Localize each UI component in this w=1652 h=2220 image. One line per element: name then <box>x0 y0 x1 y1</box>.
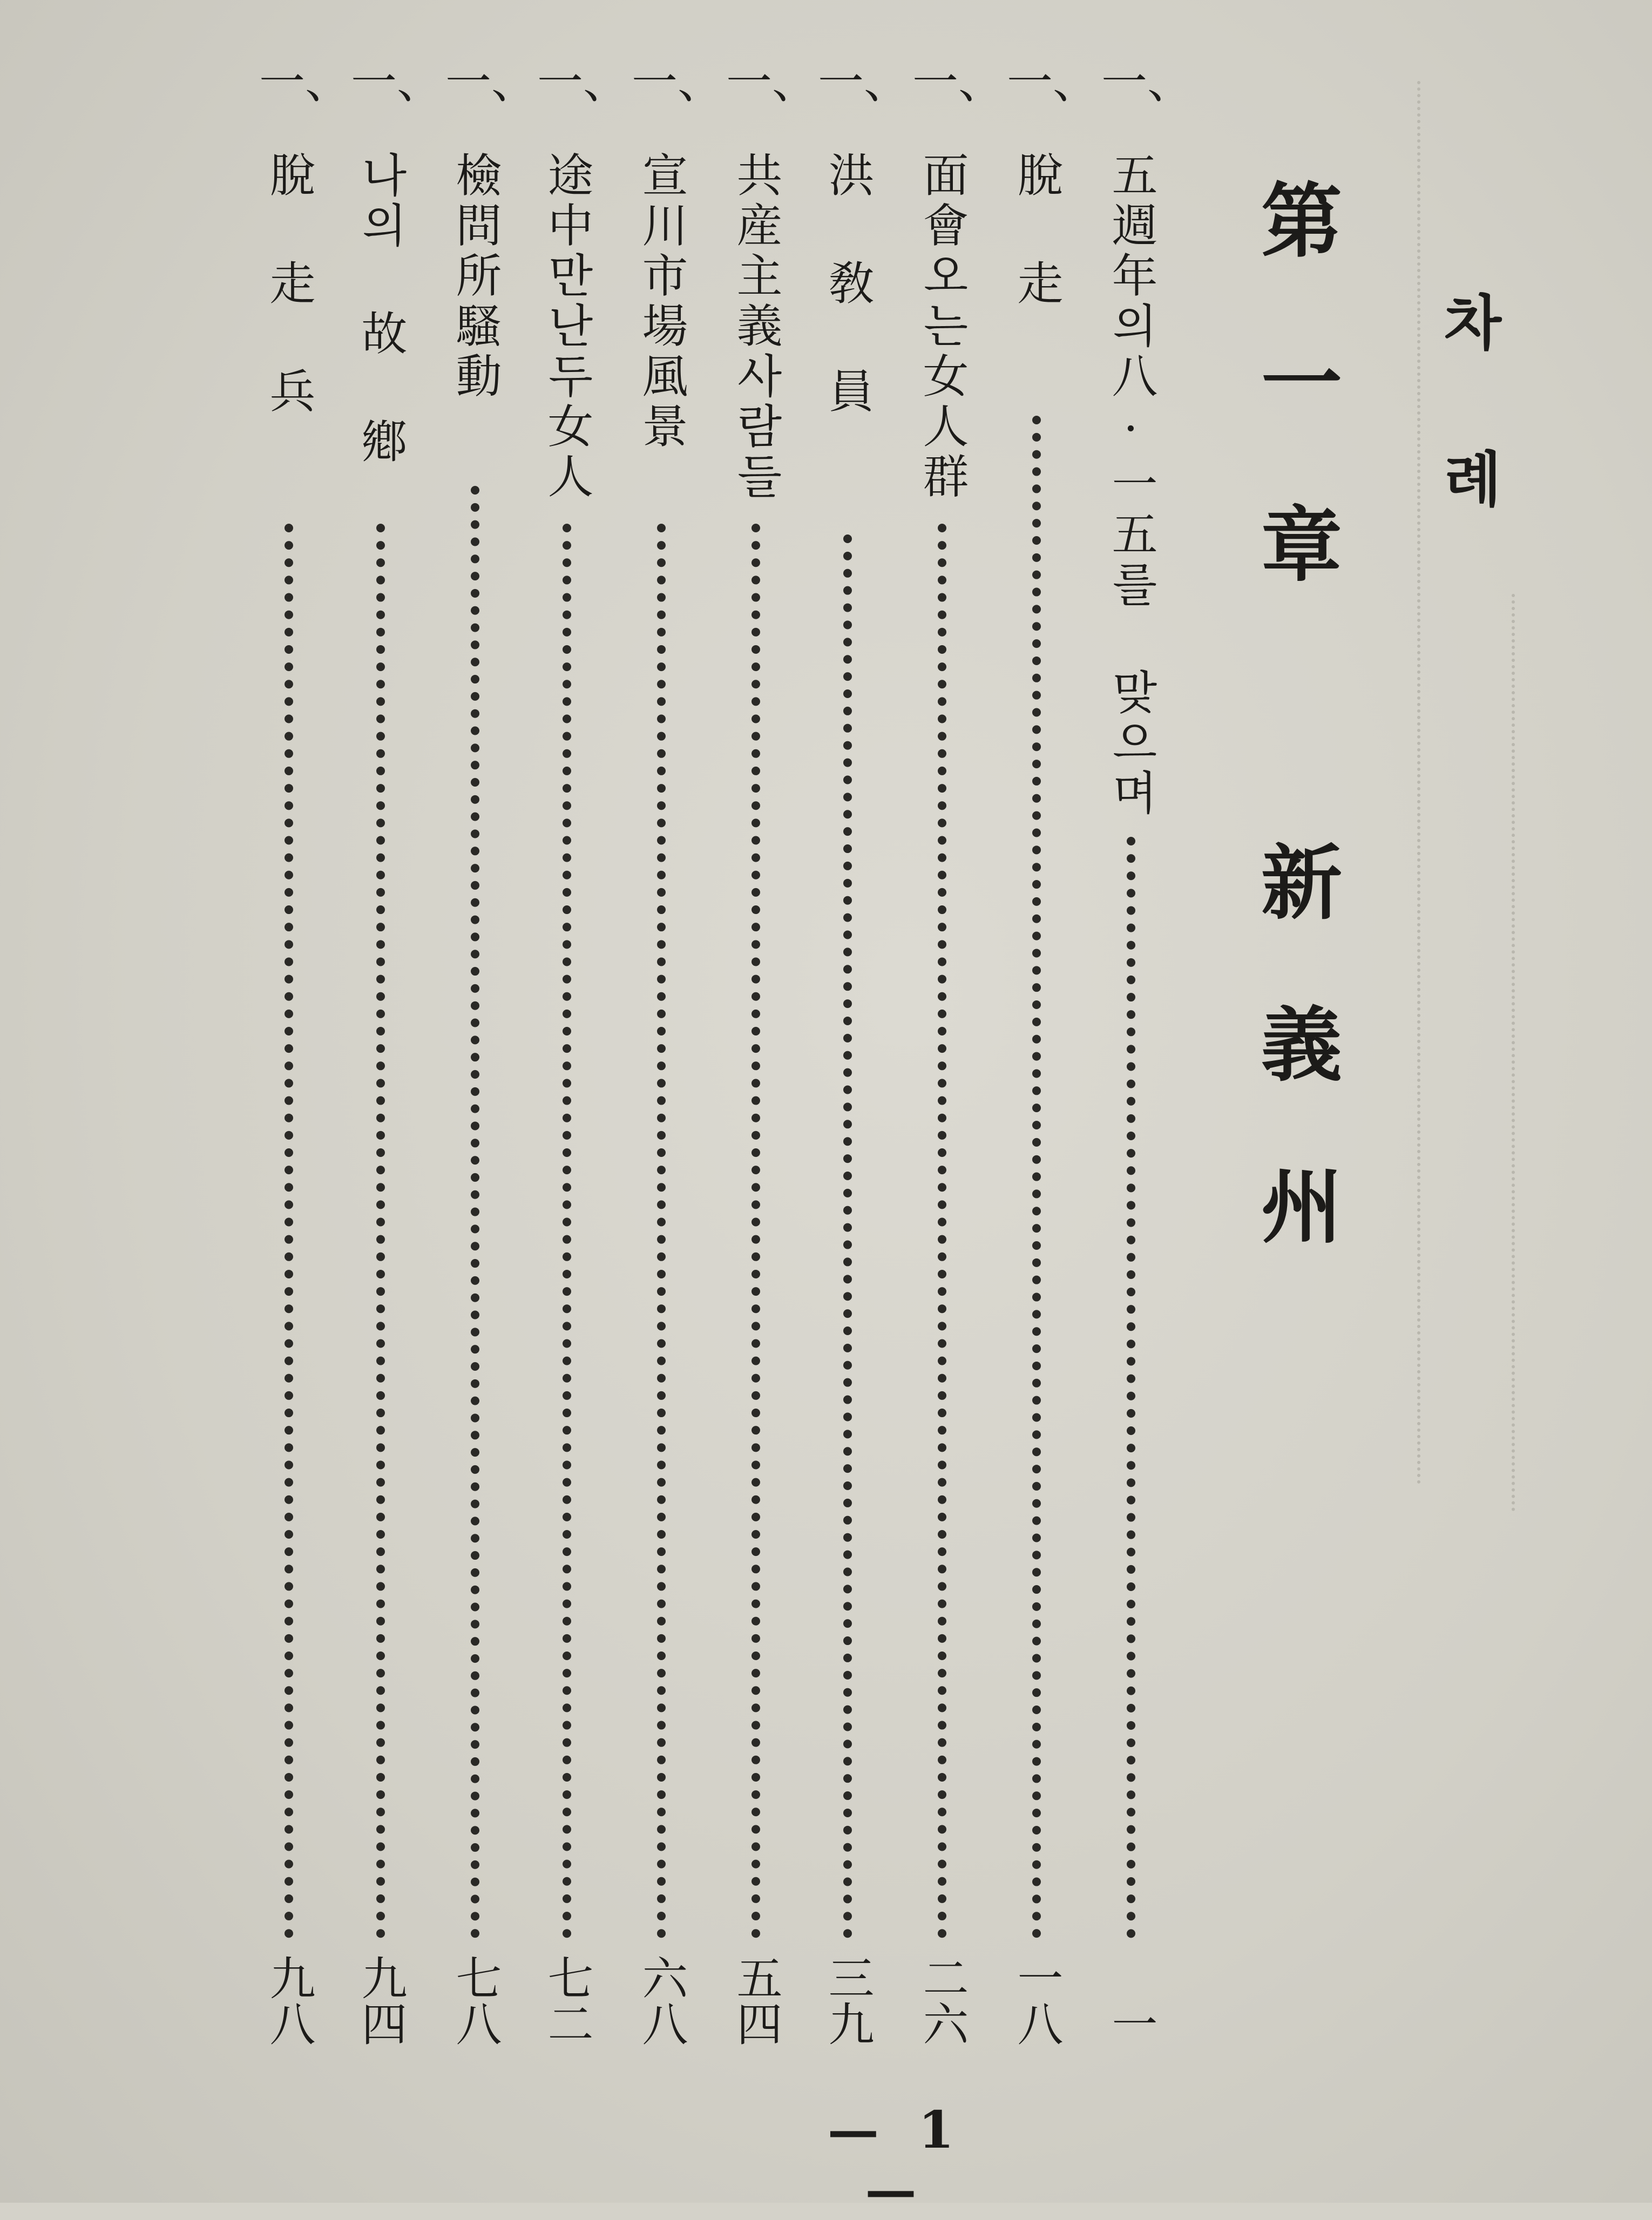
entry-bullet: 一、 <box>912 56 1005 109</box>
page-folio: — 1 — <box>827 2100 965 2220</box>
dot-leader <box>938 524 946 1938</box>
faint-dotted-rule <box>1417 81 1420 1485</box>
entry-title: 洪 敎 員 <box>821 151 874 417</box>
entry-title: 나의 故 鄕 <box>354 151 407 468</box>
dot-leader <box>1127 837 1135 1938</box>
entry-page-number: 六八 <box>634 1954 688 2046</box>
entry-page-number: 九八 <box>262 1954 315 2046</box>
toc-entry-1 <box>1101 56 1194 2046</box>
entry-title: 途中만난두女人 <box>540 151 593 503</box>
toc-entry-9 <box>351 56 443 2046</box>
entry-title: 共産主義사람들 <box>729 151 782 503</box>
entry-page-number: 二六 <box>915 1954 969 2046</box>
entry-bullet: 一、 <box>1007 56 1099 109</box>
entry-bullet: 一、 <box>818 56 910 109</box>
page-title: 차례 <box>1433 292 1503 605</box>
entry-bullet: 一、 <box>726 56 818 109</box>
entry-title: 宣川市場風景 <box>634 151 688 452</box>
entry-title: 脫 走 <box>1010 151 1063 309</box>
entry-page-number: 三九 <box>821 1954 874 2046</box>
faint-dotted-rule <box>1512 594 1515 1512</box>
dot-leader <box>1032 416 1041 1938</box>
entry-bullet: 一、 <box>537 56 629 109</box>
dot-leader <box>751 524 760 1938</box>
dot-leader <box>657 524 666 1938</box>
toc-entry-2 <box>1007 56 1099 2046</box>
entry-bullet: 一、 <box>1101 56 1194 109</box>
toc-entry-10 <box>259 56 351 2046</box>
entry-page-number: 九四 <box>354 1954 407 2046</box>
entry-bullet: 一、 <box>351 56 443 109</box>
dot-leader <box>563 524 571 1938</box>
toc-entry-5 <box>726 56 818 2046</box>
entry-bullet: 一、 <box>259 56 351 109</box>
toc-entry-8 <box>445 56 538 2046</box>
dot-leader <box>285 524 293 1938</box>
entry-page-number: 一八 <box>1010 1954 1063 2046</box>
dot-leader <box>843 534 852 1938</box>
dot-leader <box>471 486 479 1938</box>
entry-page-number: 七二 <box>540 1954 593 2046</box>
entry-title: 面會오는女人群 <box>915 151 969 503</box>
toc-entry-7 <box>537 56 629 2046</box>
toc-entry-6 <box>632 56 724 2046</box>
entry-title: 五週年의八·一五를 맞으며 <box>1104 151 1157 819</box>
dot-leader <box>376 524 385 1938</box>
entry-page-number: 七八 <box>448 1954 502 2046</box>
entry-title: 檢問所騷動 <box>448 151 502 402</box>
entry-bullet: 一、 <box>445 56 538 109</box>
entry-page-number: 一 <box>1104 2000 1157 2046</box>
entry-page-number: 五四 <box>729 1954 782 2046</box>
chapter-title: 第一章 新義州 <box>1247 178 1342 1326</box>
entry-bullet: 一、 <box>632 56 724 109</box>
entry-title: 脫 走 兵 <box>262 151 315 417</box>
toc-entry-4 <box>818 56 910 2046</box>
toc-entry-3 <box>912 56 1005 2046</box>
